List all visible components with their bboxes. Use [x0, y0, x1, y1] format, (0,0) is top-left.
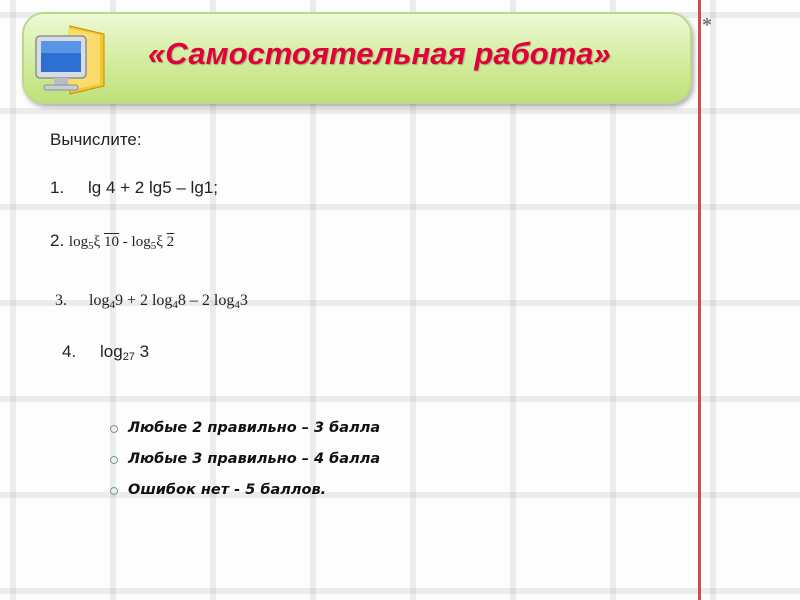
- task-item-1: [50, 178, 218, 198]
- log-base: 4: [172, 299, 178, 311]
- task-item-4: [62, 342, 149, 363]
- item-number: 3.: [55, 292, 67, 309]
- corner-mark: *: [702, 14, 712, 36]
- log-base: 5: [150, 240, 157, 252]
- log-text: log: [68, 234, 89, 250]
- criterion-text: Любые 2 правильно – 3 балла: [128, 420, 381, 436]
- slide-title: «Самостоятельная работа»: [148, 36, 611, 71]
- log-base: 4: [109, 299, 115, 311]
- log-base: 27: [122, 351, 135, 363]
- bullet-icon: [110, 425, 118, 433]
- bullet-icon: [110, 487, 118, 495]
- item-number: 2.: [50, 231, 65, 250]
- log-text: log: [131, 234, 151, 250]
- log-base: 5: [88, 240, 94, 252]
- item-number: 4.: [62, 342, 77, 361]
- radicand: 10: [104, 234, 120, 250]
- minus-sign: -: [119, 234, 132, 250]
- radical-symbol: ξ: [93, 234, 101, 250]
- task-item-2: [50, 231, 174, 252]
- radical-symbol: ξ: [156, 234, 163, 250]
- list-item: [110, 482, 380, 513]
- item-expression: lg 4 + 2 lg5 – lg1;: [88, 178, 218, 197]
- expr-part: 8 – 2 log: [177, 292, 235, 309]
- criterion-text: Ошибок нет - 5 баллов.: [128, 482, 327, 498]
- expr-part: log: [89, 292, 110, 309]
- log-base: 4: [234, 299, 240, 311]
- grading-criteria-list: [110, 420, 380, 513]
- expr-part: log: [100, 342, 123, 361]
- task-intro: Вычислите:: [50, 130, 142, 149]
- bullet-icon: [110, 456, 118, 464]
- item-number: 1.: [50, 178, 65, 197]
- vertical-red-line: [698, 0, 701, 600]
- radicand: 2: [166, 234, 175, 250]
- item-expression: [69, 234, 174, 250]
- computer-icon: [30, 20, 110, 100]
- expr-part: 9 + 2 log: [114, 292, 173, 309]
- list-item: [110, 420, 380, 451]
- criterion-text: Любые 3 правильно – 4 балла: [128, 451, 381, 467]
- list-item: [110, 451, 380, 482]
- task-item-3: [55, 292, 248, 311]
- expr-part: 3: [239, 292, 248, 309]
- expr-part: 3: [134, 342, 150, 361]
